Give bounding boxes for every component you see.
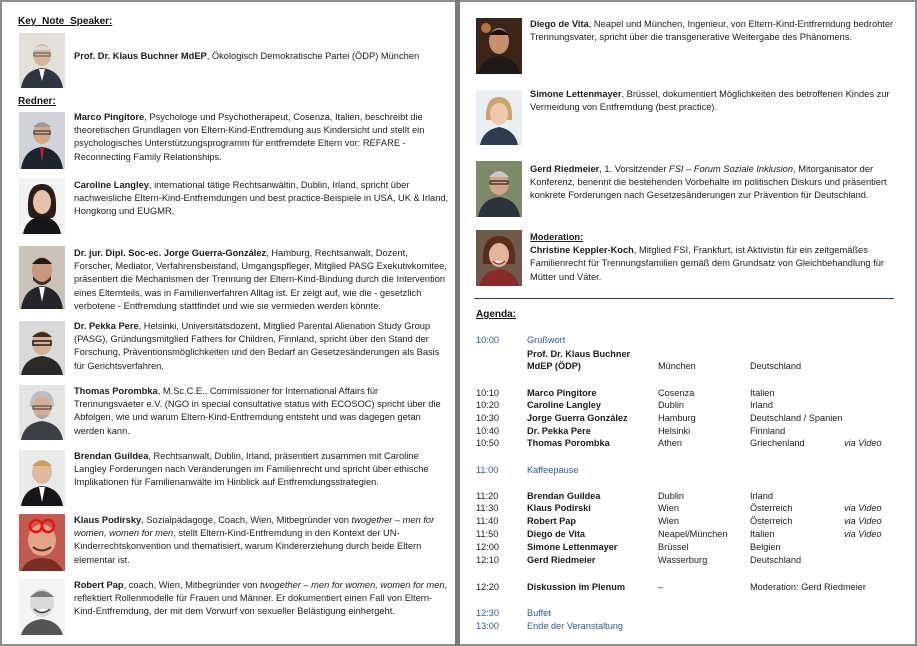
bio-podirsky: Klaus Podirsky, Sozialpädagoge, Coach, Wien, Mitbegründer von twogether – men for women, women for men, stellt Eltern-Kind-Entfremdung in den Kontext der UN-Kinderrechtskonvention und thematisiert, warum Kindererziehung durch beide Eltern elementar ist. (74, 515, 435, 565)
agenda-via: via Video (844, 503, 882, 513)
agenda-row (476, 348, 906, 360)
agenda-item: Ende der Veranstaltung (527, 621, 624, 631)
bio-pere: Dr. Pekka Pere, Helsinki, Universitätsdozent, Mitglied Parental Alienation Study Group (PASG), Gründungsmitglied Fathers for Children, Finnland, spricht über den Stand der Forschung, Präventionsmöglichkeiten und den Bedarf an Gesetzesänderungen als Basis für Gerichtsverfahren. (74, 321, 440, 371)
agenda-item: Diskussion im Plenum (527, 582, 626, 592)
agenda-row (476, 412, 906, 424)
agenda-city: München (658, 361, 696, 371)
agenda-city: Dublin (658, 491, 685, 501)
portrait-porombka (19, 385, 65, 440)
portrait-pere (19, 321, 65, 375)
bio-de-vita: Diego de Vita, Neapel und München, Ingenieur, von Eltern-Kind-Entfremdung bedrohter Trennungsvater, spricht über die transgenerative Weitergabe des Phänomens. (530, 19, 894, 43)
bio-guerra: Dr. jur. Dipl. Soc-ec. Jorge Guerra-González, Hamburg, Rechtsanwalt, Dozent, Forscher, Mediator, Verfahrensbeistand, Umgangspfleger, Mitglied PASG Exekutivkomitee, präsentiert die Mechanismen der Trennung der Eltern-Kind-Bindung durch die Intervention eines Elternteils, was in Familienverfahren Alltag ist. Er zeigt auf, wie die - gesetzlich verbotene - Entfremdung stattfindet und wie sie vermieden werden könnte. (74, 248, 447, 311)
agenda-via: via Video (844, 529, 882, 539)
agenda-item: Prof. Dr. Klaus Buchner (527, 349, 631, 359)
agenda-city: Hamburg (658, 413, 696, 423)
agenda-item: MdEP (ÖDP) (527, 361, 581, 371)
bio-langley: Caroline Langley, international tätige Rechtsanwältin, Dublin, Irland, spricht über nachweisliche Eltern-Kind-Entfremdungen und best practice-Beispiele in USA, UK & Irland, Hongkong und EUGMR. (74, 180, 449, 217)
agenda-row (476, 334, 906, 346)
agenda-item: Grußwort (527, 335, 566, 345)
agenda-divider (474, 298, 894, 299)
agenda-city: Wien (658, 503, 679, 513)
agenda-item: Caroline Langley (527, 400, 602, 410)
agenda-row (476, 437, 906, 449)
agenda-city: Neapel/München (658, 529, 728, 539)
agenda-country: Österreich (750, 503, 793, 513)
agenda-row (476, 425, 906, 437)
moderation-block (530, 231, 908, 284)
agenda-item: Gerd Riedmeier (527, 555, 596, 565)
agenda-item: Kaffeepause (527, 465, 579, 475)
agenda-heading: Agenda: (476, 309, 516, 320)
agenda-time: 10:40 (476, 426, 499, 436)
agenda-city: Dublin (658, 400, 685, 410)
agenda-country: Griechenland (750, 438, 805, 448)
agenda-item: Dr. Pekka Pere (527, 426, 591, 436)
agenda-item: Diego de Vita (527, 529, 586, 539)
agenda-via: via Video (844, 438, 882, 448)
agenda-country: Deutschland / Spanien (750, 413, 843, 423)
agenda-time: 11:20 (476, 491, 499, 501)
agenda-city: Brüssel (658, 542, 689, 552)
agenda-country: Finnland (750, 426, 786, 436)
agenda-time: 11:00 (476, 465, 499, 475)
agenda-item: Simone Lettenmayer (527, 542, 618, 552)
right-page (460, 2, 915, 644)
agenda-row (476, 360, 906, 372)
portrait-lettenmayer (476, 90, 522, 145)
agenda-country: Belgien (750, 542, 781, 552)
agenda-country: Deutschland (750, 361, 802, 371)
agenda-time: 11:50 (476, 529, 499, 539)
speakers-heading: Redner: (18, 96, 56, 107)
agenda-via: via Video (844, 516, 882, 526)
agenda-city: Helsinki (658, 426, 691, 436)
agenda-row (476, 399, 906, 411)
bio-lettenmayer: Simone Lettenmayer, Brüssel, dokumentiert Möglichkeiten des betroffenen Kindes zur Vermeidung von Entfremdung (best practice). (530, 89, 890, 113)
agenda-city: Cosenza (658, 388, 695, 398)
agenda-time: 11:30 (476, 503, 499, 513)
agenda-item: Jorge Guerra González (527, 413, 628, 423)
agenda-row (476, 620, 906, 632)
agenda-time: 11:40 (476, 516, 499, 526)
agenda-item: Robert Pap (527, 516, 577, 526)
portrait-guerra (19, 246, 65, 309)
bio-pap: Robert Pap, coach, Wien, Mitbegründer von twogether – men for women, women for men, reflektiert Rollenmodelle für Frauen und Männer. Er dokumentiert einen Fall von Eltern-Kind-Entfremdung, der mit dem Vorwurf von sexueller Belästigung einhergeht. (74, 580, 448, 617)
agenda-city: – (658, 582, 664, 592)
agenda-city: Wien (658, 516, 679, 526)
bio-guildea: Brendan Guildea, Rechtsanwalt, Dublin, Irland, präsentiert zusammen mit Caroline Langley Forderungen nach Veränderungen im Familienrecht und spricht über ethische Implikationen für Familienanwälte im Hinblick auf Entfremdungsstrategien. (74, 451, 429, 488)
agenda-time: 12:00 (476, 542, 499, 552)
portrait-riedmeier (476, 161, 522, 217)
agenda-row (476, 554, 906, 566)
keynote-heading: Key Note Speaker: (18, 16, 113, 27)
agenda-country: Italien (750, 529, 775, 539)
agenda-row (476, 387, 906, 399)
agenda-row (476, 490, 906, 502)
agenda-item: Marco Pingitore (527, 388, 597, 398)
agenda-row (476, 528, 906, 540)
agenda-row (476, 581, 906, 593)
agenda-time: 13:00 (476, 621, 499, 631)
agenda-country: Deutschland (750, 555, 802, 565)
agenda-country: Österreich (750, 516, 793, 526)
agenda-row (476, 607, 906, 619)
bio-keppler-koch: Christine Keppler-Koch, Mitglied FSI, Frankfurt, ist Aktivistin für ein zeitgemäßes Familienrecht für Trennungsfamilien gemäß dem Grundsatz von Gleichbehandlung für Mütter und Väter. (530, 245, 884, 282)
portrait-podirsky (19, 514, 65, 571)
agenda-time: 10:10 (476, 388, 499, 398)
agenda-row (476, 541, 906, 553)
agenda-country: Irland (750, 491, 773, 501)
bio-porombka: Thomas Porombka, M.Sc.C.E., Commissioner for International Affairs für Trennungsvaeter e.V. (NGO in special consultative status with ECOSOC) spricht über die Abfolgen, wie und warum Eltern-Kind-Entfremdung entsteht und was dagegen getan werden kann. (74, 386, 441, 436)
agenda-city: Wasserburg (658, 555, 708, 565)
agenda-row (476, 515, 906, 527)
agenda-time: 10:00 (476, 335, 499, 345)
left-page (2, 2, 455, 644)
portrait-de-vita (476, 18, 522, 74)
agenda-country: Italien (750, 388, 775, 398)
agenda-time: 12:30 (476, 608, 499, 618)
agenda-item: Thomas Porombka (527, 438, 610, 448)
agenda-row (476, 502, 906, 514)
bio-riedmeier: Gerd Riedmeier, 1. Vorsitzender FSI – Forum Soziale Inklusion, Mitorganisator der Konferenz, benennt die bestehenden Vorbehalte im politischen Diskurs und präsentiert konkrete Forderungen nach Gesetzesänderungen zur Prävention für Deutschland. (530, 164, 887, 201)
agenda-country: Moderation: Gerd Riedmeier (750, 582, 866, 592)
portrait-guildea (19, 450, 65, 506)
agenda-time: 10:20 (476, 400, 499, 410)
portrait-langley (19, 178, 65, 234)
agenda-city: Athen (658, 438, 683, 448)
agenda-item: Klaus Podirski (527, 503, 591, 513)
bio-buchner: Prof. Dr. Klaus Buchner MdEP, Ökologisch Demokratische Partei (ÖDP) München (74, 51, 420, 61)
agenda-row (476, 464, 906, 476)
moderation-heading: Moderation: (530, 232, 584, 242)
portrait-buchner (19, 33, 65, 88)
portrait-pingitore (19, 112, 65, 169)
agenda-time: 10:50 (476, 438, 499, 448)
portrait-keppler-koch (476, 230, 522, 286)
agenda-country: Irland (750, 400, 773, 410)
portrait-pap (19, 579, 65, 635)
agenda-time: 12:20 (476, 582, 499, 592)
bio-pingitore: Marco Pingitore, Psychologe und Psychotherapeut, Cosenza, Italien, beschreibt die theoretischen Grundlagen von Eltern-Kind-Entfremdung aus Kindersicht und stellt ein psychologisches Unterstützungsprogramm für entfremdete Eltern vor: REFARE - Reconnecting Family Relationships. (74, 112, 425, 162)
agenda-time: 10:30 (476, 413, 499, 423)
agenda-item: Brendan Guildea (527, 491, 601, 501)
agenda-item: Buffet (527, 608, 551, 618)
agenda-time: 12:10 (476, 555, 499, 565)
